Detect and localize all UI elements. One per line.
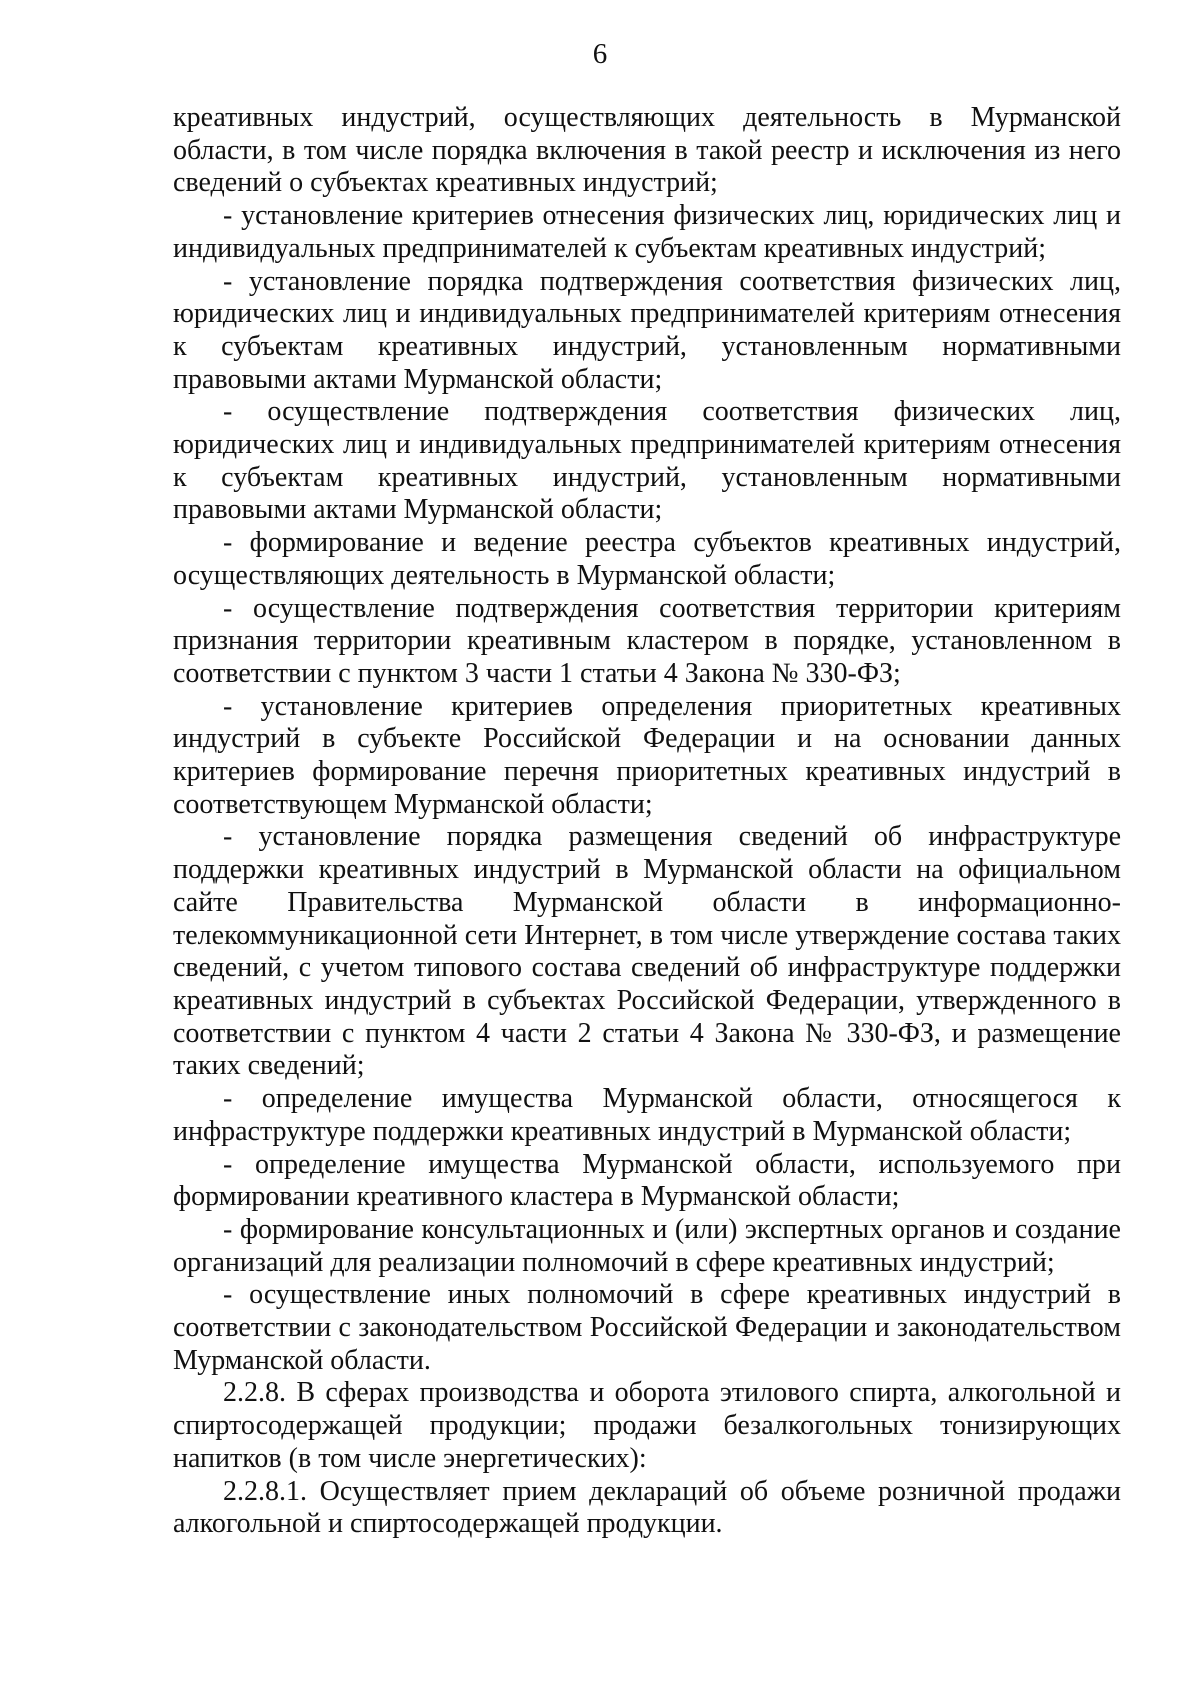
paragraph: - формирование и ведение реестра субъектов креативных индустрий, осуществляющих деятельность в Мурманской области; <box>173 527 1121 591</box>
paragraph: - осуществление подтверждения соответствия физических лиц, юридических лиц и индивидуальных предпринимателей критериям отнесения к субъектам креативных индустрий, установленным нормативными правовыми актами Мурманской области; <box>173 396 1121 526</box>
paragraph: - осуществление подтверждения соответствия территории критериям признания территории креативным кластером в порядке, установленном в соответствии с пунктом 3 части 1 статьи 4 Закона № 330-ФЗ; <box>173 592 1121 689</box>
paragraph: - установление порядка подтверждения соответствия физических лиц, юридических лиц и индивидуальных предпринимателей критериям отнесения к субъектам креативных индустрий, установленным нормативными правовыми актами Мурманской области; <box>173 265 1121 395</box>
paragraph: - формирование консультационных и (или) экспертных органов и создание организаций для реализации полномочий в сфере креативных индустрий; <box>173 1213 1121 1278</box>
paragraph: - определение имущества Мурманской области, используемого при формировании креативного кластера в Мурманской области; <box>173 1148 1121 1213</box>
paragraph: - установление критериев определения приоритетных креативных индустрий в субъекте Российской Федерации и на основании данных критериев формирование перечня приоритетных креативных индустрий в соответствующем Мурманской области; <box>173 690 1121 820</box>
paragraph: - установление критериев отнесения физических лиц, юридических лиц и индивидуальных предпринимателей к субъектам креативных индустрий; <box>173 200 1121 264</box>
section-paragraph-2-2-8-1: 2.2.8.1. Осуществляет прием деклараций об объеме розничной продажи алкогольной и спиртосодержащей продукции. <box>173 1475 1121 1540</box>
section-paragraph-2-2-8: 2.2.8. В сферах производства и оборота этилового спирта, алкогольной и спиртосодержащей продукции; продажи безалкогольных тонизирующих напитков (в том числе энергетических): <box>173 1377 1121 1474</box>
page-number: 6 <box>592 38 608 70</box>
paragraph: - осуществление иных полномочий в сфере креативных индустрий в соответствии с законодательством Российской Федерации и законодательством Мурманской области. <box>173 1279 1121 1376</box>
document-body <box>173 102 1121 1541</box>
paragraph: креативных индустрий, осуществляющих деятельность в Мурманской области, в том числе порядка включения в такой реестр и исключения из него сведений о субъектах креативных индустрий; <box>173 102 1121 199</box>
paragraph: - определение имущества Мурманской области, относящегося к инфраструктуре поддержки креативных индустрий в Мурманской области; <box>173 1083 1121 1147</box>
paragraph: - установление порядка размещения сведений об инфраструктуре поддержки креативных индустрий в Мурманской области на официальном сайте Правительства Мурманской области в информационно-телекоммуникационной сети Интернет, в том числе утверждение состава таких сведений, с учетом типового состава сведений об инфраструктуре поддержки креативных индустрий в субъектах Российской Федерации, утвержденного в соответствии с пунктом 4 части 2 статьи 4 Закона № 330-ФЗ, и размещение таких сведений; <box>173 821 1121 1082</box>
